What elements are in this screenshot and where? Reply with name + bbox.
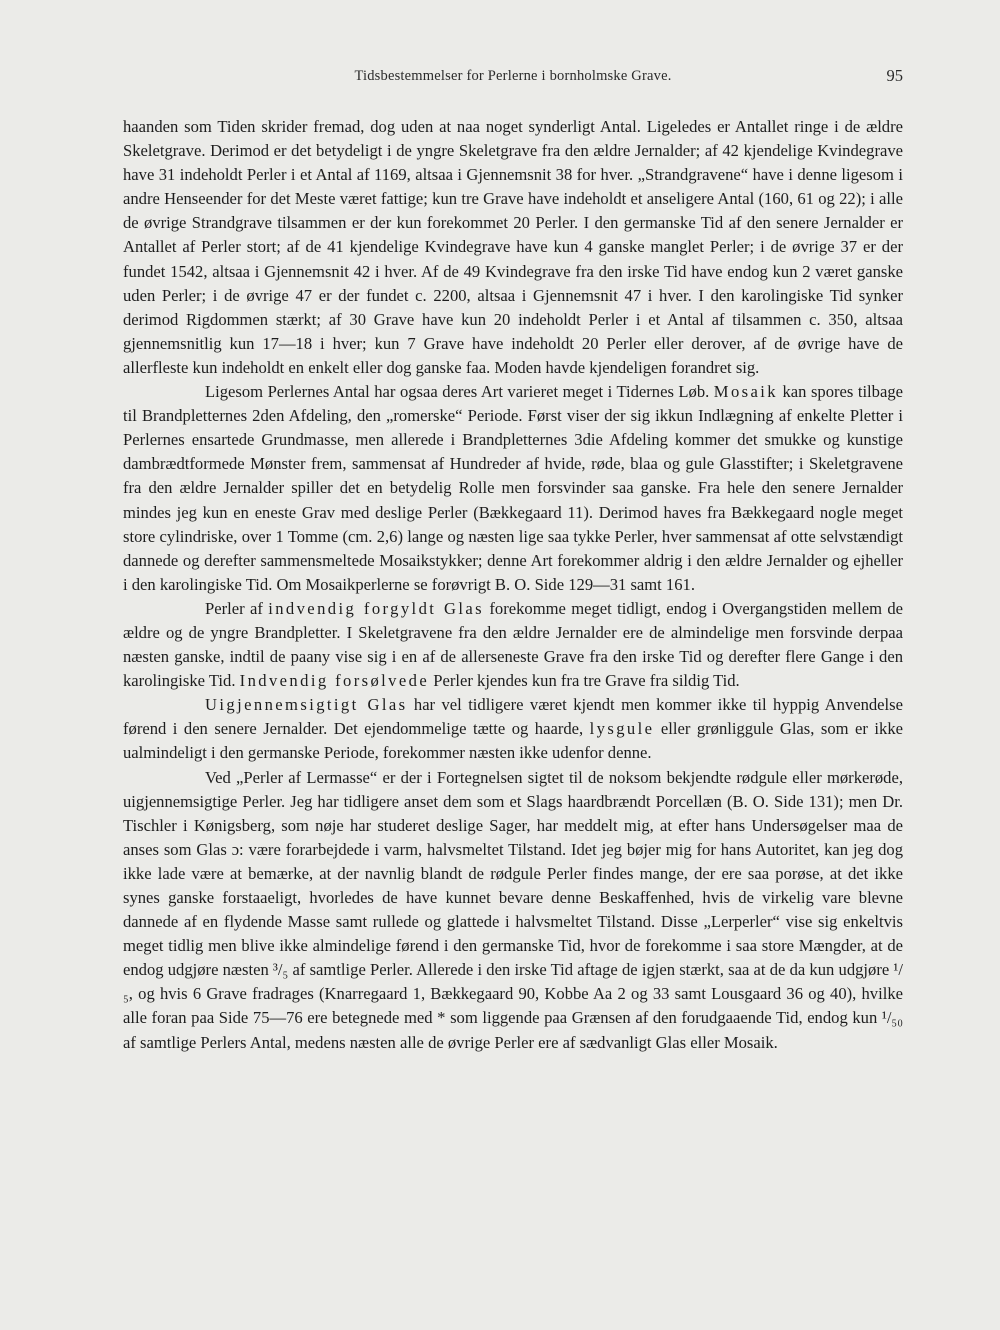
paragraph — [123, 766, 903, 1055]
body-text — [123, 115, 903, 1055]
paragraph — [123, 597, 903, 693]
running-title: Tidsbestemmelser for Perlerne i bornholmske Grave. — [354, 68, 672, 84]
text-run: eller grønliggule Glas, som er ikke ualmindeligt i den germanske Periode, forekommer næsten ikke udenfor denne. — [123, 719, 903, 763]
emphasized-term: Indvendig forsølvede — [239, 671, 430, 691]
paragraph — [123, 693, 903, 765]
text-run: forekomme meget tidligt, endog i Overgangstiden mellem de ældre og de yngre Brandpletter. I Skeletgravene fra den ældre Jernalder ere de almindelige men forsvinde derpaa næsten ganske, indtil de paany vise sig i en af de allerseneste Grave fra den irske Tid og derefter flere Gange i den karolingiske Tid. — [123, 598, 903, 691]
text-run: Perler kjendes kun fra tre Grave fra sildig Tid. — [429, 671, 740, 691]
text-run: Perler af — [205, 598, 269, 618]
emphasized-term: Uigjennemsigtigt Glas — [205, 695, 408, 715]
text-run: Ved „Perler af Lermasse“ er der i Fortegnelsen sigtet til de noksom bekjendte rødgule eller mørkerøde, uigjennemsigtige Perler. Jeg har tidligere anset dem som et Slags haardbrændt Porcellæn (B. O. Side 131); men Dr. Tischler i Kønigsberg, som nøje har studeret deslige Sager, har meddelt mig, at efter hans Undersøgelser maa de anses som Glas ɔ: være forarbejdede i varm, halvsmeltet Tilstand. Idet jeg bøjer mig for hans Autoritet, kan jeg dog ikke lade være at bemærke, at der navnlig blandt de rødgule Perler findes mange, der ere saa porøse, at det ikke synes ganske forstaaeligt, hvorledes de have kunnet bevare denne Beskaffenhed, hvis de virkelig vare blevne dannede af en flydende Masse samt rullede og glattede i halvsmeltet Tilstand. Disse „Lerperler“ vise sig enkeltvis meget tidlig men blive ikke almindelige førend i den germanske Tid, hvor de forekomme i saa store Mængder, at de endog udgjøre næsten ³/₅ af samtlige Perler. Allerede i den irske Tid aftage de igjen stærkt, saa at de da kun udgjøre ¹/₅, og hvis 6 Grave fradrages (Knarregaard 1, Bækkegaard 90, Kobbe Aa 2 og 33 samt Lousgaard 36 og 40), hvilke alle foran paa Side 75—76 ere betegnede med * som liggende paa Grænsen af den forudgaaende Tid, endog kun ¹/₅₀ af samtlige Perlers Antal, medens næsten alle de øvrige Perler ere af sædvanligt Glas eller Mosaik. — [123, 767, 903, 1052]
text-run: kan spores tilbage til Brandpletternes 2den Afdeling, den „romerske“ Periode. Først viser der sig ikkun Indlægning af enkelte Pletter i Perlernes ensartede Grundmasse, men allerede i Brandpletternes 3die Afdeling kommer det smukke og kunstige dambrædtformede Mønster frem, sammensat af Hundreder af hvide, røde, blaa og gule Glasstifter; i Skeletgravene fra den ældre Jernalder spiller det en betydelig Rolle men forsvinder saa ganske. Fra hele den senere Jernalder mindes jeg kun en eneste Grav med deslige Perler (Bækkegaard 11). Derimod haves fra Bækkegaard nogle meget store cylindriske, over 1 Tomme (cm. 2,6) lange og næsten lige saa tykke Perler, hver sammensat af otte selvstændigt dannede og derefter sammensmeltede Mosaikstykker; denne Art forekommer aldrig i den ældre Jernalder og ejheller i den karolingiske Tid. Om Mosaikperlerne se forøvrigt B. O. Side 129—31 samt 161. — [123, 382, 903, 594]
text-run: haanden som Tiden skrider fremad, dog uden at naa noget synderligt Antal. Ligeledes er Antallet ringe i de ældre Skeletgrave. Derimod er det betydeligt i de yngre Skeletgrave fra den ældre Jernalder; af 42 kjendelige Kvindegrave have 31 indeholdt Perler i et Antal af 1169, altsaa i Gjennemsnit 38 for hver. „Strandgravene“ have i denne ligesom i andre Henseender for det Meste været fattige; kun tre Grave have indeholdt et anseligere Antal (160, 61 og 22); i alle de øvrige Strandgrave tilsammen er der kun forekommet 20 Perler. I den germanske Tid af den senere Jernalder er Antallet af Perler stort; af de 41 kjendelige Kvindegrave have kun 4 ganske manglet Perler; i de øvrige 37 er der fundet 1542, altsaa i Gjennemsnit 42 i hver. Af de 49 Kvindegrave fra den irske Tid have endog kun 2 været ganske uden Perler; i de øvrige 47 er der fundet c. 2200, altsaa i Gjennemsnit 47 i hver. I den karolingiske Tid synker derimod Rigdommen stærkt; af 30 Grave have kun 20 indeholdt Perler i et Antal af tilsammen c. 350, altsaa gjennemsnitlig kun 17—18 i hver; kun 7 Grave have indeholdt 20 Perler eller derover, af de øvrige have de allerfleste kun indeholdt en enkelt eller dog ganske faa. Moden havde kjendeligen forandret sig. — [123, 117, 903, 377]
text-run: Ligesom Perlernes Antal har ogsaa deres Art varieret meget i Tidernes Løb. — [205, 382, 714, 402]
page-number: 95 — [886, 66, 903, 85]
emphasized-term: Mosaik — [713, 382, 778, 402]
emphasized-term: lysgule — [589, 719, 655, 739]
emphasized-term: indvendig forgyldt Glas — [268, 598, 485, 618]
running-header — [123, 68, 903, 92]
paragraph — [123, 115, 903, 380]
text-run: har vel tidligere været kjendt men kommer ikke til hyppig Anvendelse førend i den senere Jernalder. Det ejendommelige tætte og haarde, — [123, 695, 903, 739]
paragraph — [123, 380, 903, 597]
